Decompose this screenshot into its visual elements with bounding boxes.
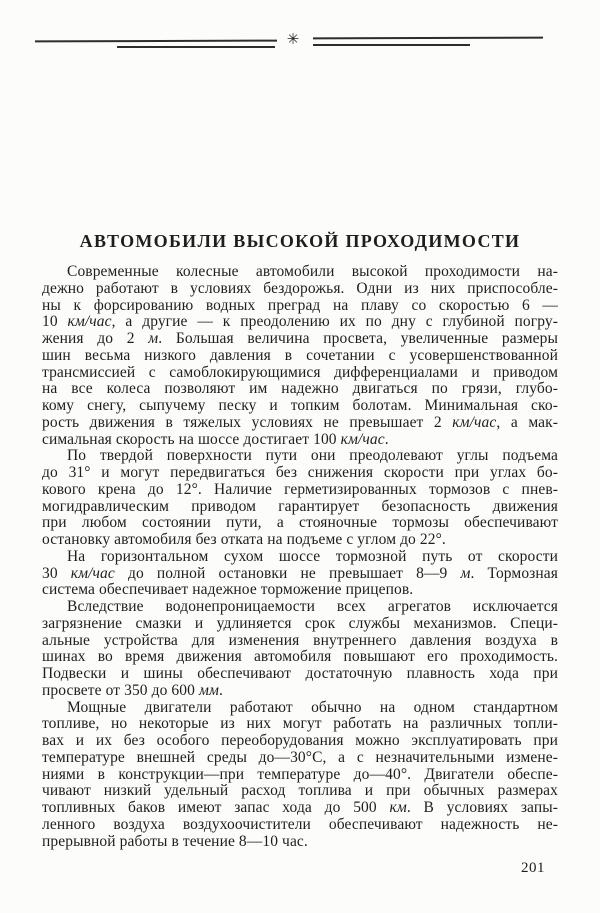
text-line: альные устройства для изменения внутреннего давления воздуха в <box>42 631 558 649</box>
paragraph <box>42 549 558 599</box>
text-line: при любом состоянии пути, а стояночные тормозы обеспечивают <box>42 514 558 532</box>
text-line: остановку автомобиля без отката на подъеме с углом до 22°. <box>42 531 446 548</box>
header-ornament <box>35 32 543 52</box>
text-line: По твердой поверхности пути они преодолевают углы подъема <box>67 447 558 465</box>
text-line: На горизонтальном сухом шоссе тормозной путь от скорости <box>67 547 558 565</box>
text-line: трансмиссией с самоблокирующимися дифференциалами и приводом <box>42 363 558 381</box>
text-line: жения до 2 м. Большая величина просвета, увеличенные размеры <box>42 330 558 347</box>
text-line: просвете от 350 до 600 мм. <box>42 681 223 699</box>
text-line: Вследствие водонепроницаемости всех агрегатов исключается <box>67 598 558 615</box>
text-line: Современные колесные автомобили высокой проходимости на- <box>67 263 558 280</box>
text-line: кового крена до 12°. Наличие герметизированных тормозов с пнев- <box>42 480 558 498</box>
ornament-rule-right-top <box>313 37 543 40</box>
text-line: чивают низкий удельный расход топлива и при обычных размерах <box>42 782 558 800</box>
text-line: ленного воздуха воздухоочистители обеспечивают надежность не- <box>42 815 558 833</box>
text-line: могидравлическим приводом гарантирует безопасность движения <box>42 497 558 515</box>
paragraph <box>42 700 558 851</box>
text-line: дежно работают в условиях бездорожья. Одни из них приспособле- <box>42 279 558 297</box>
text-line: вах и их без особого переоборудования можно эксплуатировать при <box>42 732 558 749</box>
paragraph <box>42 448 558 549</box>
paragraph <box>42 599 558 700</box>
text-line: шин весьма низкого давления в сочетании с усовершенствованной <box>42 346 558 364</box>
page-title: АВТОМОБИЛИ ВЫСОКОЙ ПРОХОДИМОСТИ <box>79 231 521 251</box>
text-line: загрязнение смазки и удлиняется срок службы механизмов. Специ- <box>42 614 558 632</box>
ornament-rule-left-bottom <box>117 46 275 48</box>
text-line: рость движения в тяжелых условиях не превышает 2 км/час, а мак- <box>42 413 558 431</box>
ornament-rule-right-bottom <box>313 44 470 46</box>
text-line: ниями в конструкции—при температуре до—40°. Двигатели обеспе- <box>42 765 558 783</box>
text-line: на все колеса позволяют им надежно двигаться по грязи, глубо- <box>42 380 558 398</box>
text-line: топливе, но некоторые из них могут работать на различных топли- <box>42 715 558 733</box>
text-line: Мощные двигатели работают обычно на одном стандартном <box>67 698 558 716</box>
text-line: кому снегу, сыпучему песку и топким болотам. Минимальная ско- <box>42 397 558 414</box>
text-line: до 31° и могут передвигаться без снижения скорости при углах бо- <box>42 464 558 481</box>
text-line: температуре внешней среды до—30°С, а с незначительными измене- <box>42 748 558 766</box>
paragraph <box>42 264 558 448</box>
text-line: ны к форсированию водных преград на плаву со скоростью 6 — <box>42 296 558 314</box>
page-number: 201 <box>521 860 545 876</box>
body-text <box>42 264 558 850</box>
text-line: прерывной работы в течение 8—10 час. <box>42 832 308 850</box>
text-line: система обеспечивает надежное торможение прицепов. <box>42 581 414 599</box>
asterisk-ornament-icon: ✳ <box>286 32 300 48</box>
text-line: шинах во время движения автомобиля повышают его проходимость. <box>42 648 558 666</box>
text-line: топливных баков имеют запас хода до 500 км. В условиях запы- <box>42 799 558 816</box>
text-line: Подвески и шины обеспечивают достаточную плавность хода при <box>42 665 558 682</box>
text-line: 30 км/час до полной остановки не превышает 8—9 м. Тормозная <box>42 564 558 582</box>
text-line: симальная скорость на шоссе достигает 100 км/час. <box>42 430 389 448</box>
text-line: 10 км/час, а другие — к преодолению их по дну с глубиной погру- <box>42 313 558 331</box>
ornament-rule-left-top <box>35 40 277 43</box>
